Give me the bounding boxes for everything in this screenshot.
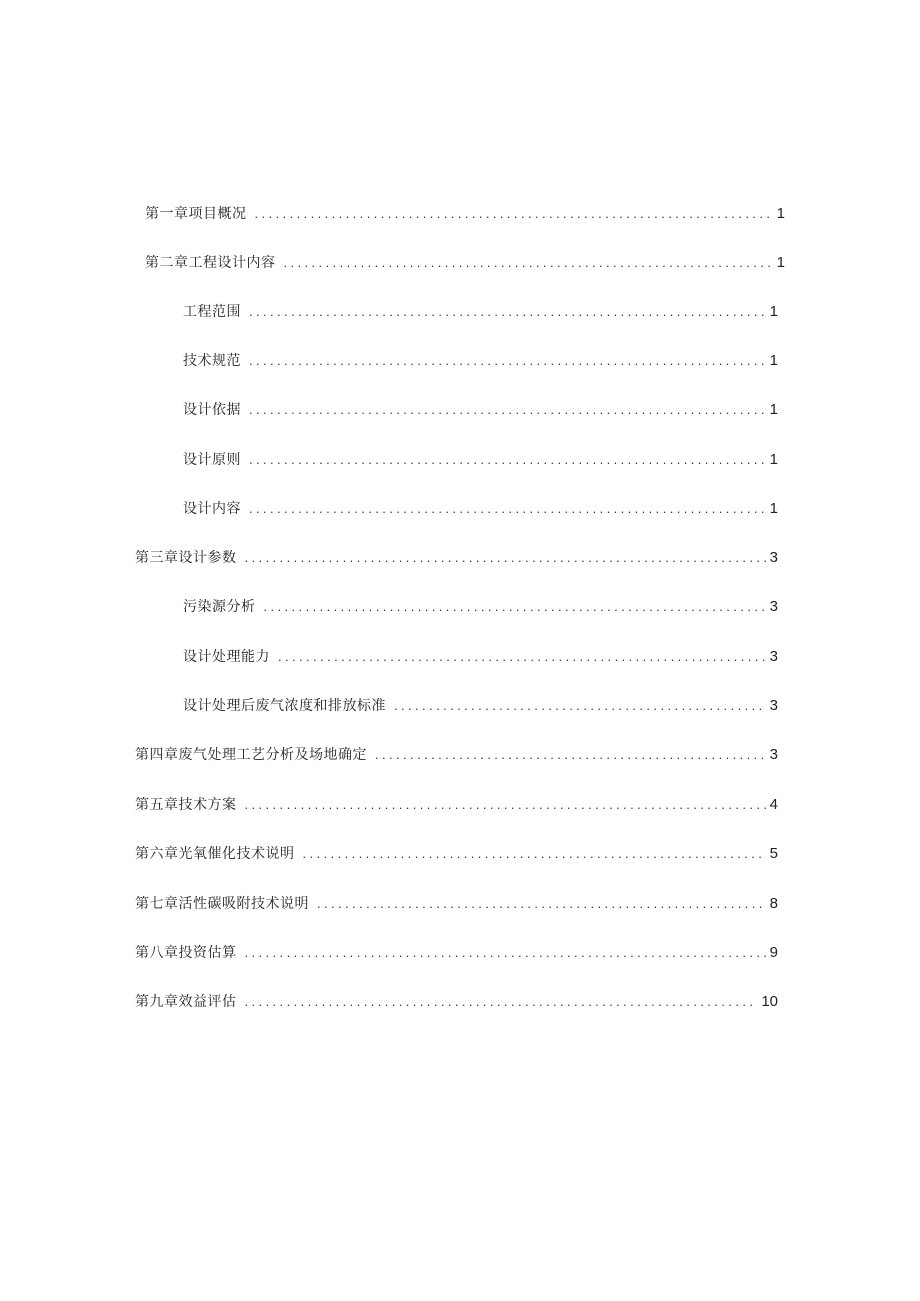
toc-entry-page-number: 1 xyxy=(776,205,785,222)
toc-entry-page-number: 1 xyxy=(769,401,778,418)
toc-entry-chapter-8[interactable] xyxy=(135,941,778,965)
toc-entry-page-number: 3 xyxy=(769,697,778,714)
toc-entry-section-design-content[interactable] xyxy=(183,497,778,521)
toc-dot-leader xyxy=(249,497,766,521)
toc-entry-title: 技术规范 xyxy=(183,353,241,369)
toc-entry-title: 污染源分析 xyxy=(183,599,256,615)
toc-entry-page-number: 3 xyxy=(769,598,778,615)
toc-dot-leader xyxy=(375,743,766,767)
toc-entry-section-design-principles[interactable] xyxy=(183,448,778,472)
toc-entry-title: 第六章光氧催化技术说明 xyxy=(135,846,295,862)
toc-dot-leader xyxy=(255,202,773,226)
toc-entry-page-number: 3 xyxy=(769,648,778,665)
toc-dot-leader xyxy=(245,793,766,817)
toc-entry-page-number: 1 xyxy=(769,352,778,369)
toc-dot-leader xyxy=(284,251,773,275)
toc-entry-section-treatment-capacity[interactable] xyxy=(183,645,778,669)
toc-entry-page-number: 5 xyxy=(769,845,778,862)
toc-entry-section-technical-specs[interactable] xyxy=(183,349,778,373)
toc-dot-leader xyxy=(245,941,766,965)
toc-entry-chapter-6[interactable] xyxy=(135,842,778,866)
toc-entry-page-number: 1 xyxy=(776,254,785,271)
toc-entry-page-number: 1 xyxy=(769,451,778,468)
toc-dot-leader xyxy=(394,694,766,718)
toc-entry-title: 设计处理后废气浓度和排放标准 xyxy=(183,698,386,714)
toc-dot-leader xyxy=(249,398,766,422)
toc-entry-page-number: 8 xyxy=(769,895,778,912)
toc-entry-title: 第一章项目概况 xyxy=(145,206,247,222)
toc-entry-chapter-1[interactable] xyxy=(145,202,785,226)
toc-entry-title: 第二章工程设计内容 xyxy=(145,255,276,271)
toc-dot-leader xyxy=(249,448,766,472)
toc-entry-page-number: 1 xyxy=(769,303,778,320)
toc-dot-leader xyxy=(278,645,766,669)
toc-entry-title: 第八章投资估算 xyxy=(135,945,237,961)
toc-dot-leader xyxy=(303,842,766,866)
toc-entry-section-design-basis[interactable] xyxy=(183,398,778,422)
toc-dot-leader xyxy=(245,546,766,570)
toc-entry-title: 设计原则 xyxy=(183,452,241,468)
toc-dot-leader xyxy=(249,349,766,373)
toc-entry-chapter-2[interactable] xyxy=(145,251,785,275)
toc-entry-page-number: 3 xyxy=(769,549,778,566)
toc-entry-chapter-3[interactable] xyxy=(135,546,778,570)
toc-entry-chapter-4[interactable] xyxy=(135,743,778,767)
toc-entry-section-engineering-scope[interactable] xyxy=(183,300,778,324)
toc-entry-title: 第七章活性碳吸附技术说明 xyxy=(135,896,309,912)
toc-dot-leader xyxy=(249,300,766,324)
toc-dot-leader xyxy=(317,892,766,916)
toc-dot-leader xyxy=(264,595,766,619)
toc-entry-title: 第三章设计参数 xyxy=(135,550,237,566)
toc-entry-page-number: 4 xyxy=(769,796,778,813)
toc-entry-page-number: 9 xyxy=(769,944,778,961)
toc-entry-page-number: 10 xyxy=(761,993,778,1010)
toc-entry-chapter-7[interactable] xyxy=(135,892,778,916)
toc-entry-title: 第四章废气处理工艺分析及场地确定 xyxy=(135,747,367,763)
toc-entry-page-number: 3 xyxy=(769,746,778,763)
toc-entry-title: 第五章技术方案 xyxy=(135,797,237,813)
toc-entry-section-emission-standard[interactable] xyxy=(183,694,778,718)
toc-entry-page-number: 1 xyxy=(769,500,778,517)
toc-entry-title: 工程范围 xyxy=(183,304,241,320)
toc-entry-section-pollution-source[interactable] xyxy=(183,595,778,619)
toc-entry-title: 设计依据 xyxy=(183,402,241,418)
toc-entry-title: 设计内容 xyxy=(183,501,241,517)
toc-entry-title: 设计处理能力 xyxy=(183,649,270,665)
toc-entry-title: 第九章效益评估 xyxy=(135,994,237,1010)
toc-entry-chapter-5[interactable] xyxy=(135,793,778,817)
toc-dot-leader xyxy=(245,990,758,1014)
toc-entry-chapter-9[interactable] xyxy=(135,990,778,1014)
